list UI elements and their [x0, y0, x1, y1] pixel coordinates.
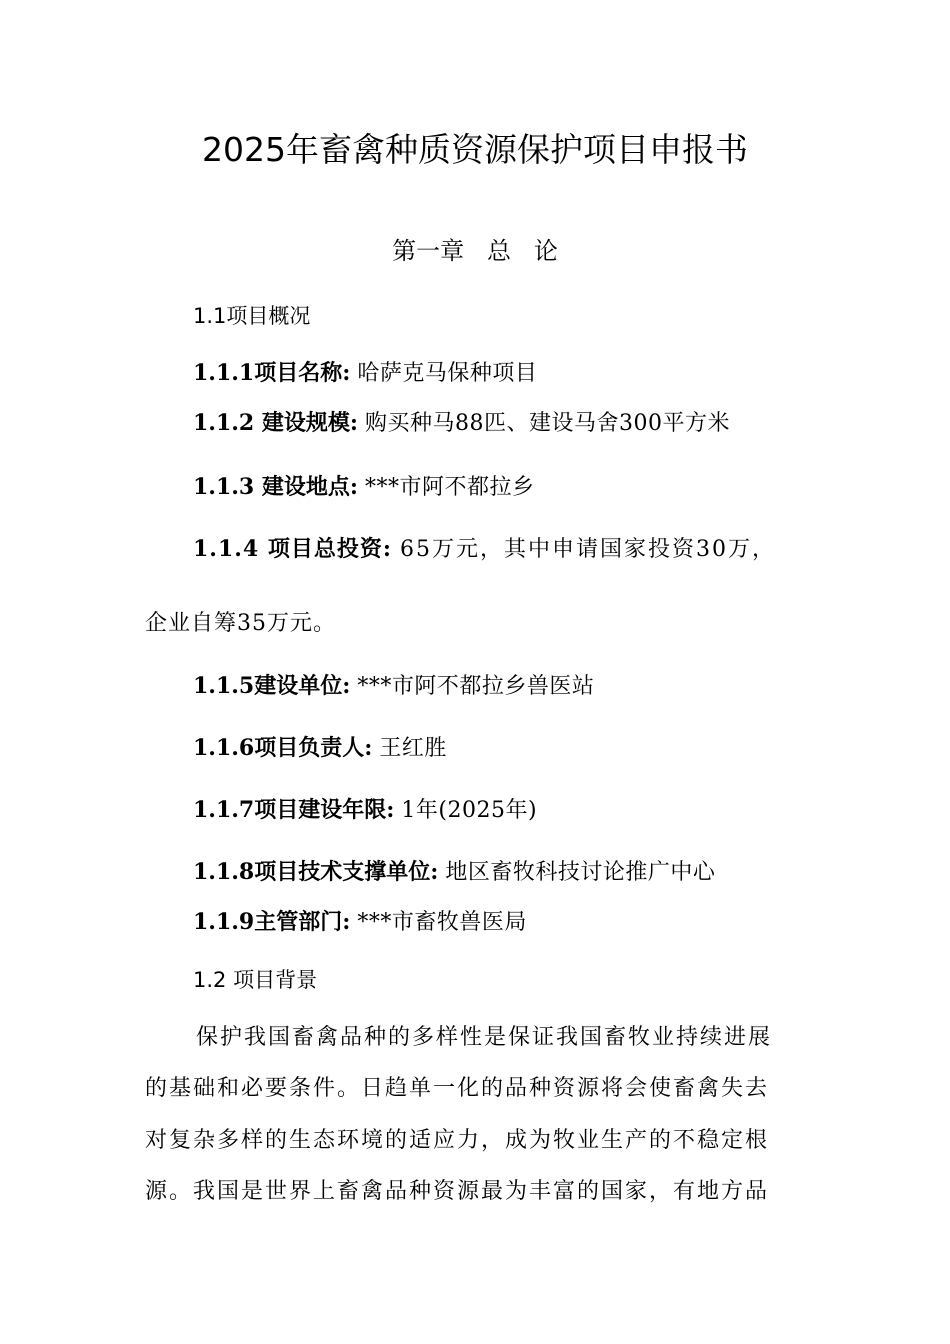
item-label: 1.1.2 建设规模: — [193, 410, 359, 436]
item-project-name — [193, 356, 537, 391]
item-competent-department — [193, 905, 527, 940]
section-heading-1-2: 1.2 项目背景 — [193, 968, 318, 992]
item-label: 1.1.9主管部门: — [193, 909, 351, 935]
item-construction-period — [193, 793, 537, 828]
paragraph-line-4: 源。我国是世界上畜禽品种资源最为丰富的国家，有地方品 — [145, 1179, 770, 1204]
item-value: 1年(2025年) — [401, 798, 538, 823]
item-value: 65万元，其中申请国家投资30万， — [400, 537, 777, 562]
chapter-heading — [0, 233, 950, 269]
item-value: ***市阿不都拉乡 — [365, 475, 535, 500]
item-value: ***市阿不都拉乡兽医站 — [357, 674, 595, 699]
item-construction-site — [193, 470, 535, 505]
item-label: 1.1.6项目负责人: — [193, 735, 373, 761]
paragraph-line-1: 保护我国畜禽品种的多样性是保证我国畜牧业持续进展 — [196, 1025, 773, 1050]
item-label: 1.1.4 项目总投资: — [193, 536, 393, 562]
item-technical-support-unit — [193, 855, 715, 890]
item-label: 1.1.8项目技术支撑单位: — [193, 859, 439, 885]
item-construction-scale — [193, 406, 730, 441]
item-label: 1.1.7项目建设年限: — [193, 797, 395, 823]
item-value: 王红胜 — [379, 736, 447, 761]
item-project-leader — [193, 731, 447, 766]
item-label: 1.1.3 建设地点: — [193, 474, 359, 500]
chapter-heading-text: 第一章 总 论 — [392, 237, 558, 265]
item-construction-unit — [193, 669, 594, 704]
document-title: 2025年畜禽种质资源保护项目申报书 — [202, 130, 748, 169]
item-value: 哈萨克马保种项目 — [357, 361, 538, 386]
item-value: 地区畜牧科技讨论推广中心 — [445, 860, 716, 885]
item-total-investment-continuation: 企业自筹35万元。 — [145, 611, 336, 636]
item-value: 购买种马88匹、建设马舍300平方米 — [365, 411, 731, 436]
item-total-investment — [193, 532, 776, 567]
section-heading-1-1: 1.1项目概况 — [193, 304, 311, 328]
item-value: ***市畜牧兽医局 — [357, 910, 527, 935]
paragraph-line-2: 的基础和必要条件。日趋单一化的品种资源将会使畜禽失去 — [145, 1076, 770, 1101]
paragraph-line-3: 对复杂多样的生态环境的适应力，成为牧业生产的不稳定根 — [145, 1128, 770, 1153]
item-label: 1.1.1项目名称: — [193, 360, 351, 386]
item-label: 1.1.5建设单位: — [193, 673, 351, 699]
